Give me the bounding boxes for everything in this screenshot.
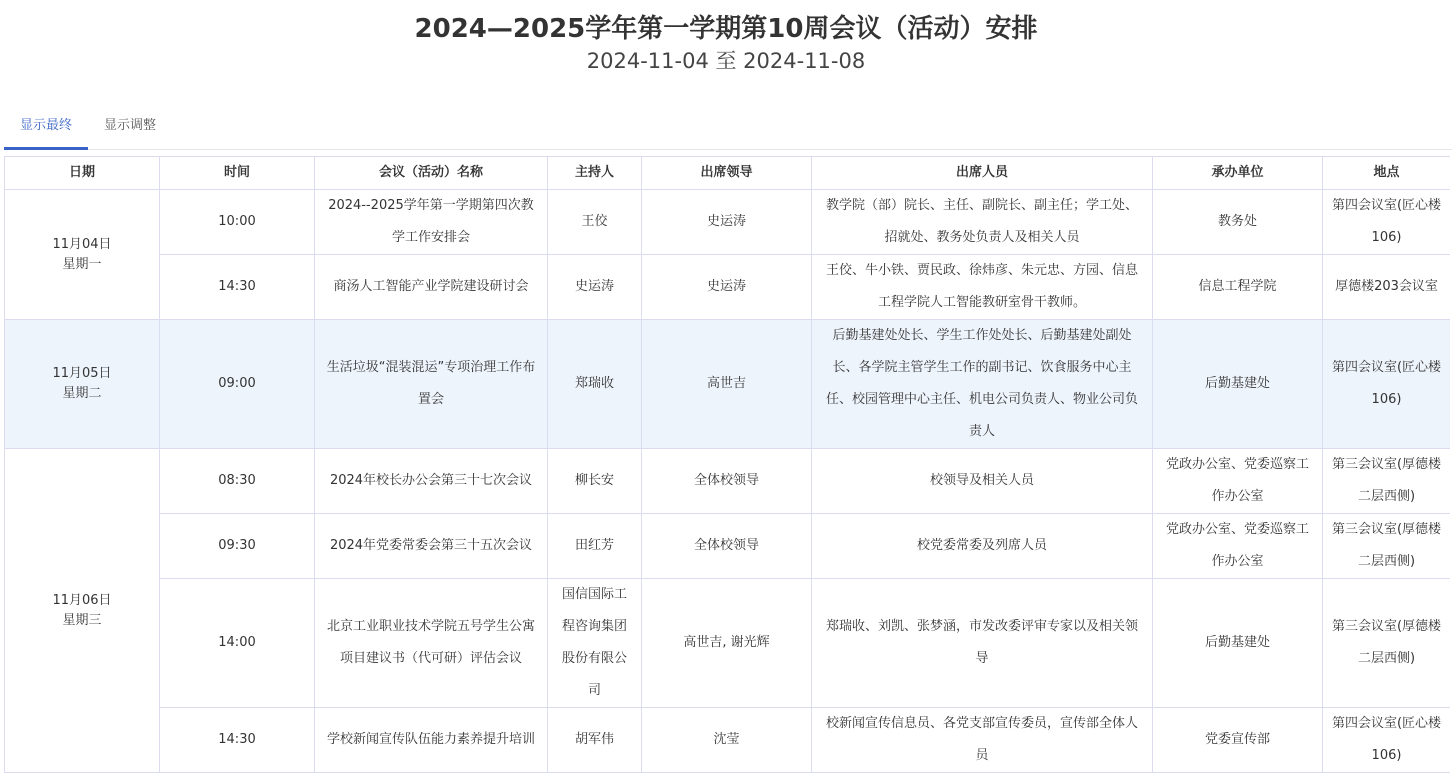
location-cell: 第三会议室(厚德楼二层西侧)	[1323, 579, 1451, 708]
attendees-cell: 校领导及相关人员	[812, 449, 1153, 514]
meeting-name-cell: 学校新闻宣传队伍能力素养提升培训	[315, 708, 548, 773]
host-cell: 田红芳	[548, 514, 642, 579]
tab-show-adjusted[interactable]: 显示调整	[104, 118, 157, 133]
meeting-name-cell: 北京工业职业技术学院五号学生公寓项目建议书（代可研）评估会议	[315, 579, 548, 708]
date-label: 11月04日	[52, 236, 112, 252]
attendees-cell: 校新闻宣传信息员、各党支部宣传委员，宣传部全体人员	[812, 708, 1153, 773]
weekday-label: 星期二	[62, 386, 102, 401]
table-row	[5, 190, 1451, 255]
view-tabs	[4, 112, 1452, 150]
header-time: 时间	[160, 157, 315, 190]
time-cell: 10:00	[160, 190, 315, 255]
organizer-cell: 党委宣传部	[1153, 708, 1323, 773]
organizer-cell: 党政办公室、党委巡察工作办公室	[1153, 449, 1323, 514]
date-cell	[5, 190, 160, 320]
header-leader: 出席领导	[642, 157, 812, 190]
table-row	[5, 449, 1451, 514]
location-cell: 第三会议室(厚德楼二层西侧)	[1323, 514, 1451, 579]
page-header	[0, 0, 1452, 74]
organizer-cell: 后勤基建处	[1153, 579, 1323, 708]
leader-cell: 沈莹	[642, 708, 812, 773]
header-host: 主持人	[548, 157, 642, 190]
leader-cell: 高世吉, 谢光辉	[642, 579, 812, 708]
header-date: 日期	[5, 157, 160, 190]
attendees-cell: 教学院（部）院长、主任、副院长、副主任；学工处、招就处、教务处负责人及相关人员	[812, 190, 1153, 255]
organizer-cell: 信息工程学院	[1153, 255, 1323, 320]
tab-show-final[interactable]: 显示最终	[4, 112, 88, 150]
date-label: 11月05日	[52, 366, 112, 381]
host-cell: 郑瑞收	[548, 320, 642, 449]
leader-cell: 全体校领导	[642, 514, 812, 579]
attendees-cell: 郑瑞收、刘凯、张梦涵，市发改委评审专家以及相关领导	[812, 579, 1153, 708]
time-cell: 08:30	[160, 449, 315, 514]
location-cell: 第三会议室(厚德楼二层西侧)	[1323, 449, 1451, 514]
meeting-name-cell: 生活垃圾“混装混运”专项治理工作布置会	[315, 320, 548, 449]
location-cell: 第四会议室(匠心楼106)	[1323, 708, 1451, 773]
organizer-cell: 党政办公室、党委巡察工作办公室	[1153, 514, 1323, 579]
meeting-name-cell: 2024年党委常委会第三十五次会议	[315, 514, 548, 579]
time-cell: 14:30	[160, 255, 315, 320]
table-row	[5, 514, 1451, 579]
meeting-name-cell: 2024--2025学年第一学期第四次教学工作安排会	[315, 190, 548, 255]
header-meeting-name: 会议（活动）名称	[315, 157, 548, 190]
header-location: 地点	[1323, 157, 1451, 190]
host-cell: 柳长安	[548, 449, 642, 514]
organizer-cell: 后勤基建处	[1153, 320, 1323, 449]
weekday-label: 星期一	[62, 256, 102, 272]
date-range: 2024-11-04 至 2024-11-08	[586, 49, 866, 73]
attendees-cell: 校党委常委及列席人员	[812, 514, 1153, 579]
location-cell: 第四会议室(匠心楼106)	[1323, 320, 1451, 449]
host-cell: 王佼	[548, 190, 642, 255]
date-cell	[5, 320, 160, 449]
leader-cell: 全体校领导	[642, 449, 812, 514]
header-attendees: 出席人员	[812, 157, 1153, 190]
time-cell: 09:30	[160, 514, 315, 579]
table-row	[5, 579, 1451, 708]
host-cell: 国信国际工程咨询集团股份有限公司	[548, 579, 642, 708]
table-row	[5, 320, 1451, 449]
meeting-name-cell: 2024年校长办公会第三十七次会议	[315, 449, 548, 514]
table-row	[5, 708, 1451, 773]
page-title: 2024—2025学年第一学期第10周会议（活动）安排	[414, 14, 1038, 44]
schedule-table	[4, 156, 1450, 773]
date-label: 11月06日	[52, 592, 112, 608]
table-row	[5, 255, 1451, 320]
attendees-cell: 后勤基建处处长、学生工作处处长、后勤基建处副处长、各学院主管学生工作的副书记、饮食服务中心主任、校园管理中心主任、机电公司负责人、物业公司负责人	[812, 320, 1153, 449]
time-cell: 14:00	[160, 579, 315, 708]
table-header-row	[5, 157, 1451, 190]
location-cell: 第四会议室(匠心楼106)	[1323, 190, 1451, 255]
weekday-label: 星期三	[62, 612, 102, 628]
leader-cell: 史运涛	[642, 255, 812, 320]
attendees-cell: 王佼、牛小铁、贾民政、徐炜彦、朱元忠、方园、信息工程学院人工智能教研室骨干教师。	[812, 255, 1153, 320]
schedule-table-container	[4, 156, 1450, 778]
host-cell: 史运涛	[548, 255, 642, 320]
organizer-cell: 教务处	[1153, 190, 1323, 255]
header-organizer: 承办单位	[1153, 157, 1323, 190]
time-cell: 14:30	[160, 708, 315, 773]
host-cell: 胡军伟	[548, 708, 642, 773]
leader-cell: 史运涛	[642, 190, 812, 255]
date-cell	[5, 449, 160, 773]
location-cell: 厚德楼203会议室	[1323, 255, 1451, 320]
time-cell: 09:00	[160, 320, 315, 449]
meeting-name-cell: 商汤人工智能产业学院建设研讨会	[315, 255, 548, 320]
leader-cell: 高世吉	[642, 320, 812, 449]
